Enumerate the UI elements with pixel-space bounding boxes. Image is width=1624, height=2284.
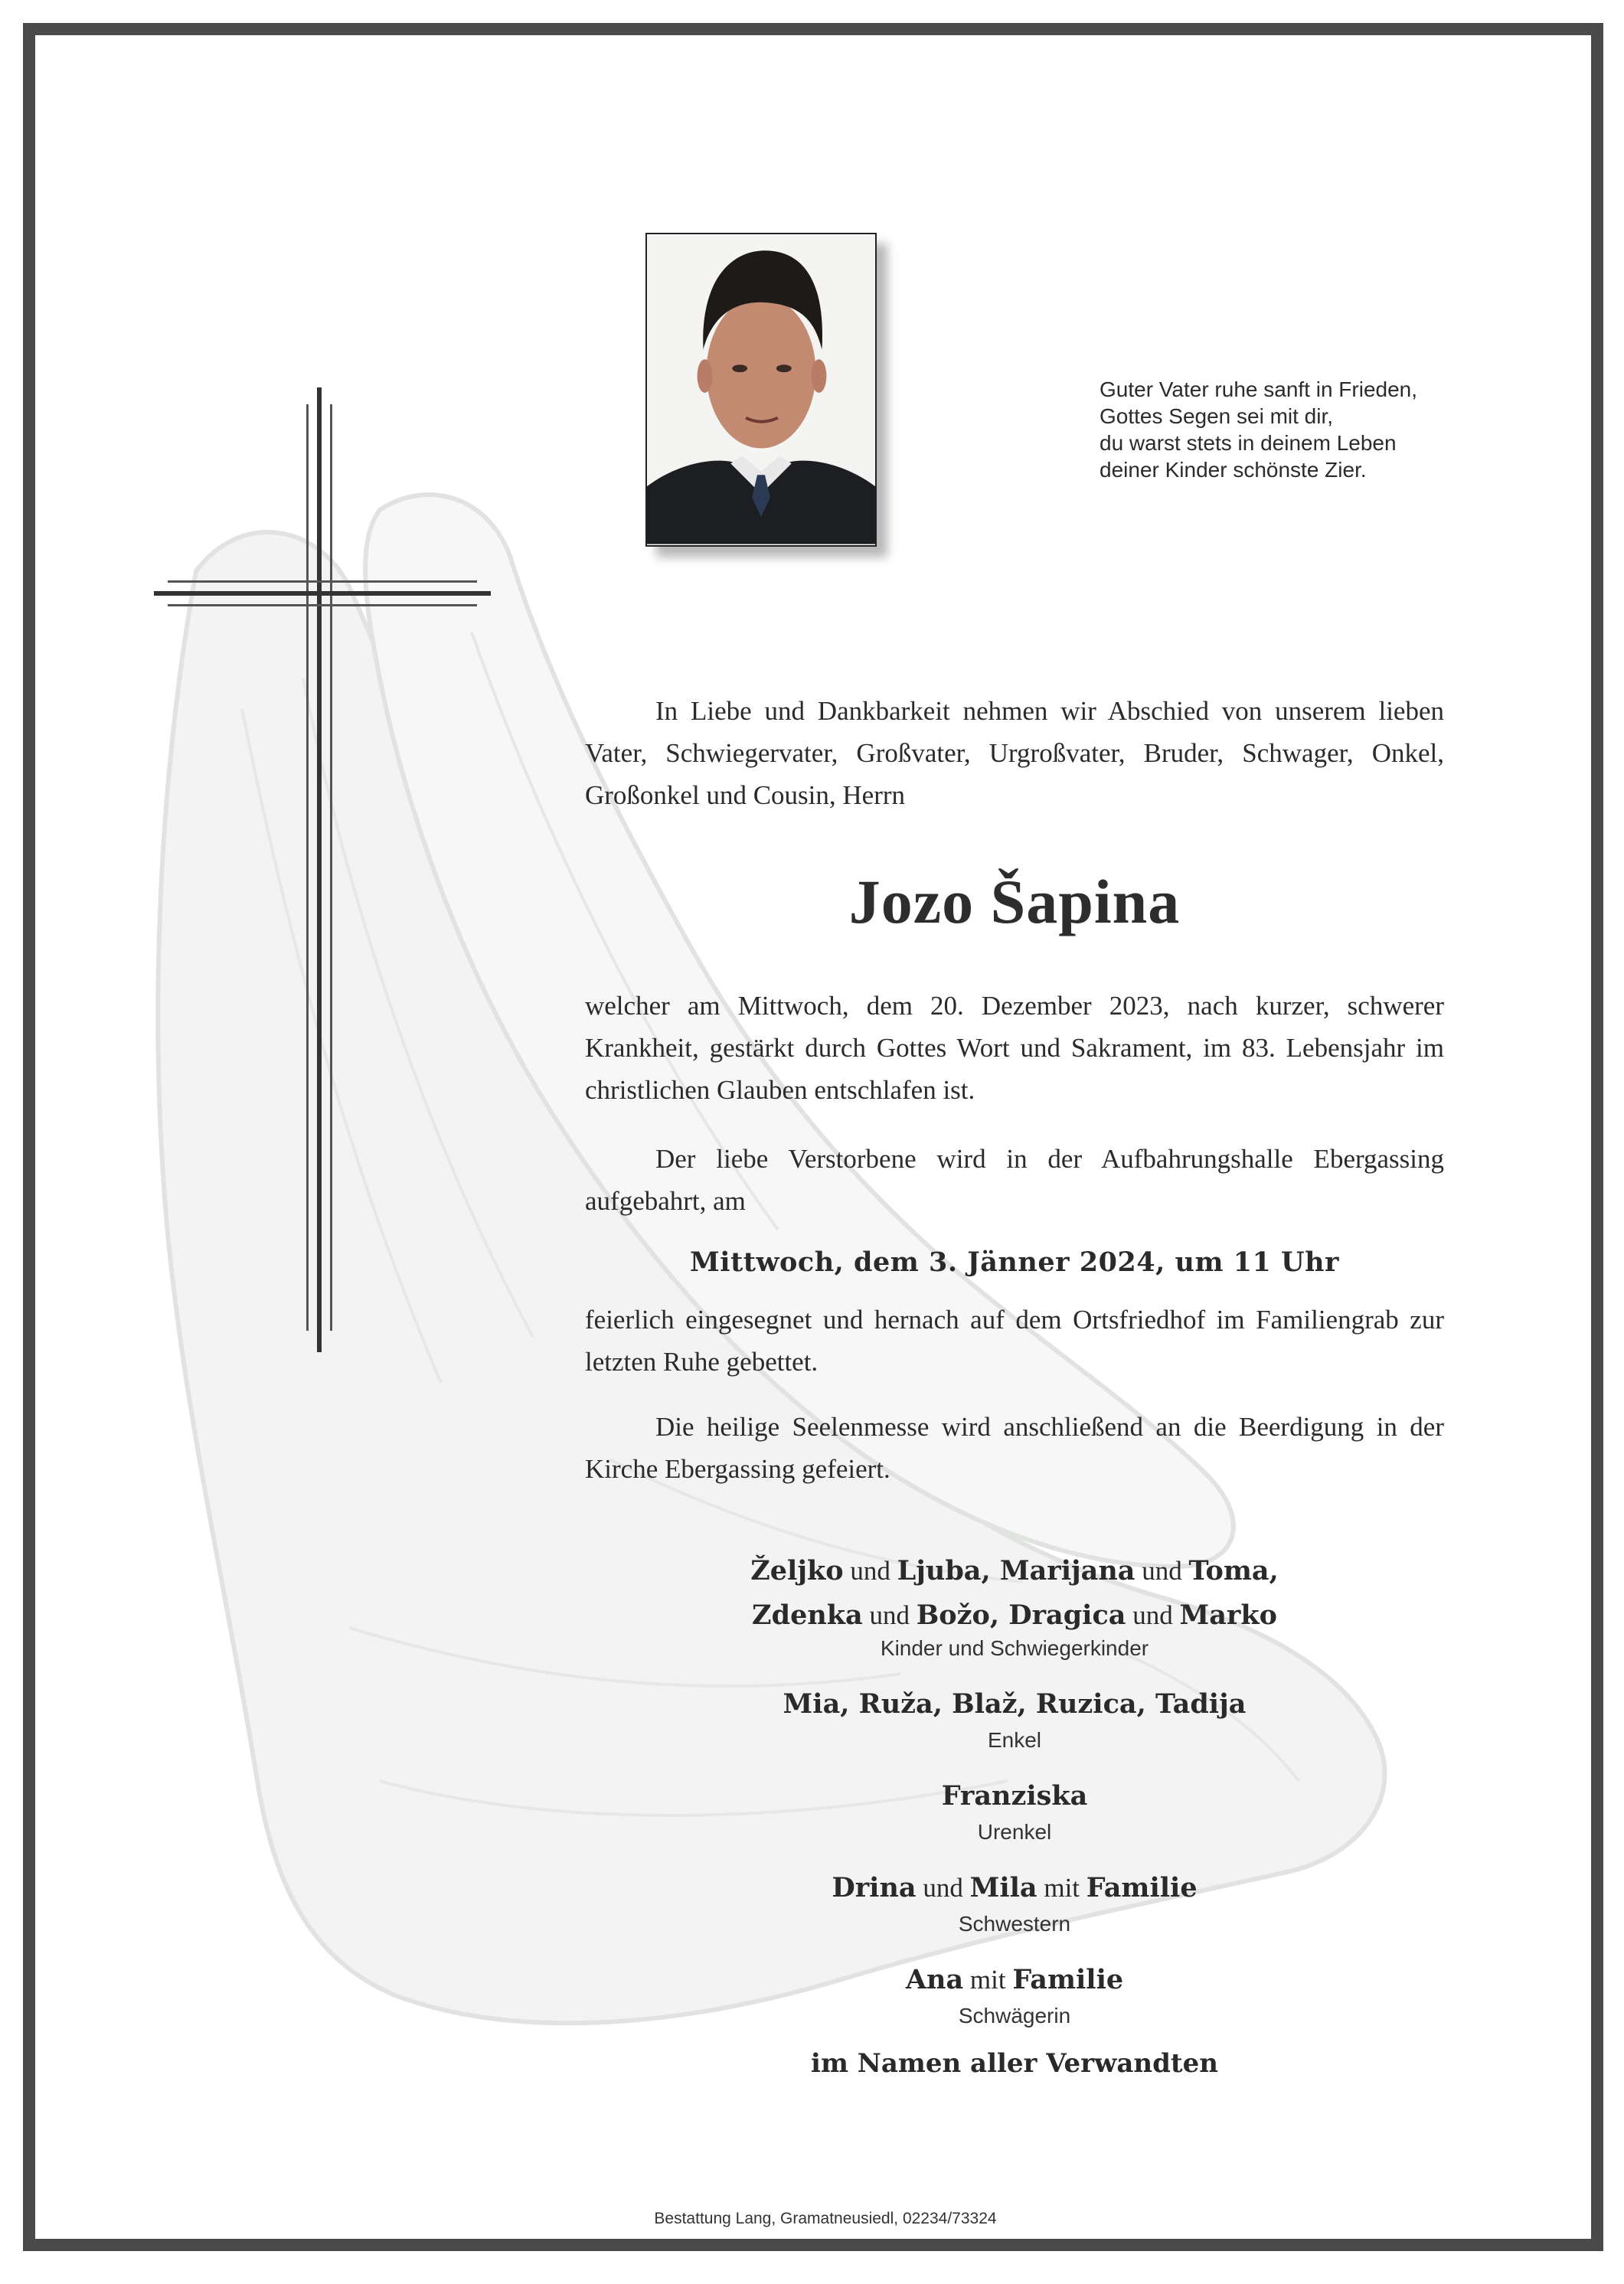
sisters-line (585, 1864, 1444, 1912)
grandchildren-names (585, 1681, 1444, 1728)
funeral-home-footer: Bestattung Lang, Gramatneusiedl, 02234/73324 (654, 2210, 997, 2227)
verse-line: du warst stets in deinem Leben (1100, 431, 1397, 455)
mourner-name: Mia, Ruža, Blaž, Ruzica, Tadija (783, 1688, 1247, 1720)
closing-line: im Namen aller Verwandten (811, 2048, 1218, 2079)
mourners-list (585, 1547, 1444, 2079)
mourner-name: Mila (969, 1872, 1037, 1903)
memorial-verse (1100, 376, 1498, 483)
conjunction: mit (1044, 1873, 1080, 1903)
cross-icon (154, 387, 491, 1352)
mourner-name: Familie (1012, 1964, 1124, 1995)
children-role: Kinder und Schwiegerkinder (880, 1636, 1149, 1660)
children-line-1 (585, 1547, 1444, 1595)
viewing-paragraph: Der liebe Verstorbene wird in der Aufbahrungshalle Ebergassing aufgebahrt, am (585, 1144, 1444, 1216)
grandchildren-role: Enkel (987, 1728, 1042, 1752)
conjunction: und (1142, 1556, 1182, 1586)
sister-in-law-line (585, 1956, 1444, 2004)
burial-paragraph: feierlich eingesegnet und hernach auf dem Ortsfriedhof im Familiengrab zur letzten Ruhe gebettet. (585, 1305, 1444, 1377)
sister-in-law-role: Schwägerin (958, 2004, 1071, 2027)
portrait-photo (645, 233, 877, 547)
conjunction: und (850, 1556, 890, 1586)
mourner-name: Božo, Dragica (916, 1599, 1126, 1631)
ceremony-date: Mittwoch, dem 3. Jänner 2024, um 11 Uhr (690, 1247, 1339, 1278)
mass-paragraph: Die heilige Seelenmesse wird anschließend an die Beerdigung in der Kirche Ebergassing gefeiert. (585, 1412, 1444, 1484)
children-line-2 (585, 1595, 1444, 1636)
conjunction: und (1132, 1600, 1173, 1630)
great-grandchildren-names (585, 1773, 1444, 1820)
verse-line: deiner Kinder schönste Zier. (1100, 458, 1367, 482)
conjunction: und (869, 1600, 910, 1630)
mourner-name: Marko (1179, 1599, 1277, 1631)
deceased-name: Jozo Šapina (848, 867, 1181, 936)
mourner-name: Ljuba, Marijana (897, 1555, 1135, 1586)
mourner-name: Familie (1086, 1872, 1198, 1903)
conjunction: mit (969, 1965, 1006, 1995)
verse-line: Gottes Segen sei mit dir, (1100, 404, 1334, 428)
intro-paragraph: In Liebe und Dankbarkeit nehmen wir Abschied von unserem lieben Vater, Schwiegervater, Großvater, Urgroßvater, Bruder, Schwager, Onkel, Großonkel und Cousin, Herrn (585, 696, 1444, 810)
mourner-name: Željko (750, 1555, 844, 1586)
verse-line: Guter Vater ruhe sanft in Frieden, (1100, 377, 1418, 401)
sisters-role: Schwestern (958, 1912, 1071, 1936)
parte-card (23, 23, 1603, 2251)
conjunction: und (923, 1873, 963, 1903)
mourner-name: Ana (905, 1964, 964, 1995)
death-paragraph: welcher am Mittwoch, dem 20. Dezember 2023, nach kurzer, schwerer Krankheit, gestärkt durch Gottes Wort und Sakrament, im 83. Lebensjahr im christlichen Glauben entschlafen ist. (585, 991, 1444, 1105)
mourner-name: Zdenka (752, 1599, 863, 1631)
mourner-name: Toma, (1188, 1555, 1279, 1586)
mourner-name: Franziska (941, 1780, 1088, 1812)
mourner-name: Drina (832, 1872, 917, 1903)
great-grandchildren-role: Urenkel (977, 1820, 1052, 1844)
